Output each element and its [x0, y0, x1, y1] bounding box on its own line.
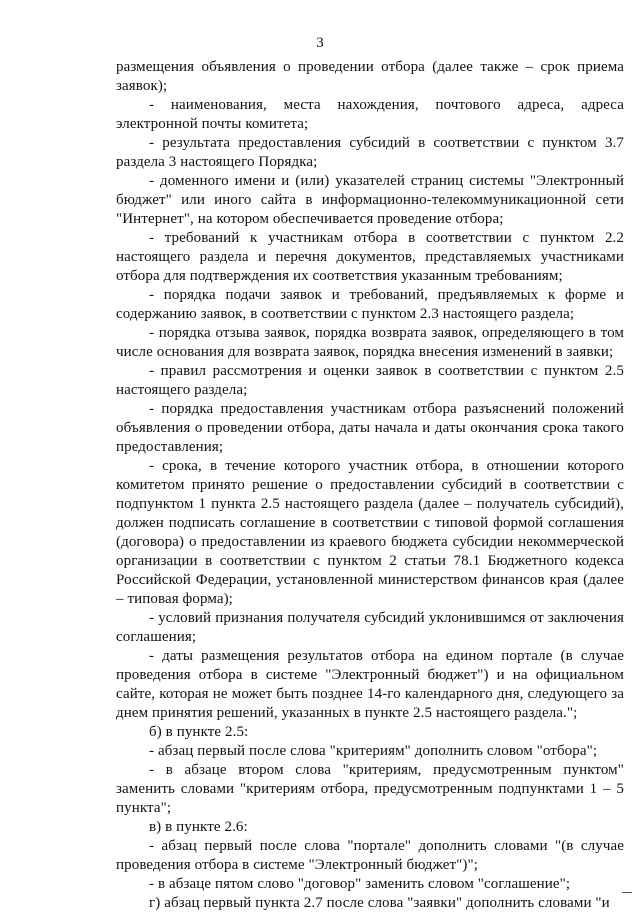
page-number: 3 — [316, 35, 324, 51]
list-item-signing-deadline: - срока, в течение которого участник отбора, в отношении которого комитетом принято решение о предоставлении субсидий в соответствии с подпунктом 1 пункта 2.5 настоящего раздела (далее – получатель субсидий), должен подписать соглашение в соответствии с типовой формой соглашения (договора) о предоставлении из краевого бюджета субсидии некоммерческой организации в соответствии с пунктом 2 статьи 78.1 Бюджетного кодекса Российской Федерации, установленной министерством финансов края (далее – типовая форма); — [116, 458, 624, 607]
list-item-results-publication: - даты размещения результатов отбора на едином портале (в случае проведения отбора в системе "Электронный бюджет") и на официальном сайте, которая не может быть позднее 14-го календарного дня, следующего за днем принятия решений, указанных в пункте 2.5 настоящего раздела."; — [116, 648, 624, 721]
amendment-b-item-1: - абзац первый после слова "критериям" дополнить словом "отбора"; — [149, 743, 598, 759]
list-item-domain-name: - доменного имени и (или) указателей страниц системы "Электронный бюджет" или иного сайта в информационно-телекоммуникационной сети "Интернет", на котором обеспечивается проведение отбора; — [116, 173, 624, 227]
amendment-b-heading: б) в пункте 2.5: — [149, 724, 249, 740]
list-item-committee-details: - наименования, места нахождения, почтового адреса, адреса электронной почты комитета; — [116, 97, 624, 132]
list-item-participant-requirements: - требований к участникам отбора в соответствии с пунктом 2.2 настоящего раздела и перечня документов, представляемых участниками отбора для подтверждения их соответствия указанным требованиям; — [116, 230, 624, 284]
list-item-withdrawal-procedure: - порядка отзыва заявок, порядка возврата заявок, определяющего в том числе основания для возврата заявок, порядка внесения изменений в заявки; — [116, 325, 624, 360]
document-body — [116, 58, 624, 913]
list-item-subsidy-result: - результата предоставления субсидий в соответствии с пунктом 3.7 раздела 3 настоящего Порядка; — [116, 135, 624, 170]
amendment-c-item-2: - в абзаце пятом слово "договор" заменить словом "соглашение"; — [149, 876, 571, 892]
list-item-clarifications: - порядка предоставления участникам отбора разъяснений положений объявления о проведении отбора, даты начала и даты окончания срока такого предоставления; — [116, 401, 624, 455]
amendment-d-paragraph: г) абзац первый пункта 2.7 после слова "заявки" дополнить словами "и — [149, 895, 610, 911]
amendment-b-item-2: - в абзаце втором слова "критериям, предусмотренным пунктом" заменить словами "критериям отбора, предусмотренным подпунктами 1 – 5 пункта"; — [116, 762, 624, 816]
list-item-review-rules: - правил рассмотрения и оценки заявок в соответствии с пунктом 2.5 настоящего раздела; — [116, 363, 624, 398]
amendment-c-heading: в) в пункте 2.6: — [149, 819, 248, 835]
list-item-application-procedure: - порядка подачи заявок и требований, предъявляемых к форме и содержанию заявок, в соответствии с пунктом 2.3 настоящего раздела; — [116, 287, 624, 322]
list-item-evasion-conditions: - условий признания получателя субсидий уклонившимся от заключения соглашения; — [116, 610, 624, 645]
scan-edge-mark — [622, 892, 632, 893]
paragraph-continuation: размещения объявления о проведении отбора (далее также – срок приема заявок); — [116, 59, 624, 94]
amendment-c-item-1: - абзац первый после слова "портале" дополнить словами "(в случае проведения отбора в системе "Электронный бюджет")"; — [116, 838, 624, 873]
